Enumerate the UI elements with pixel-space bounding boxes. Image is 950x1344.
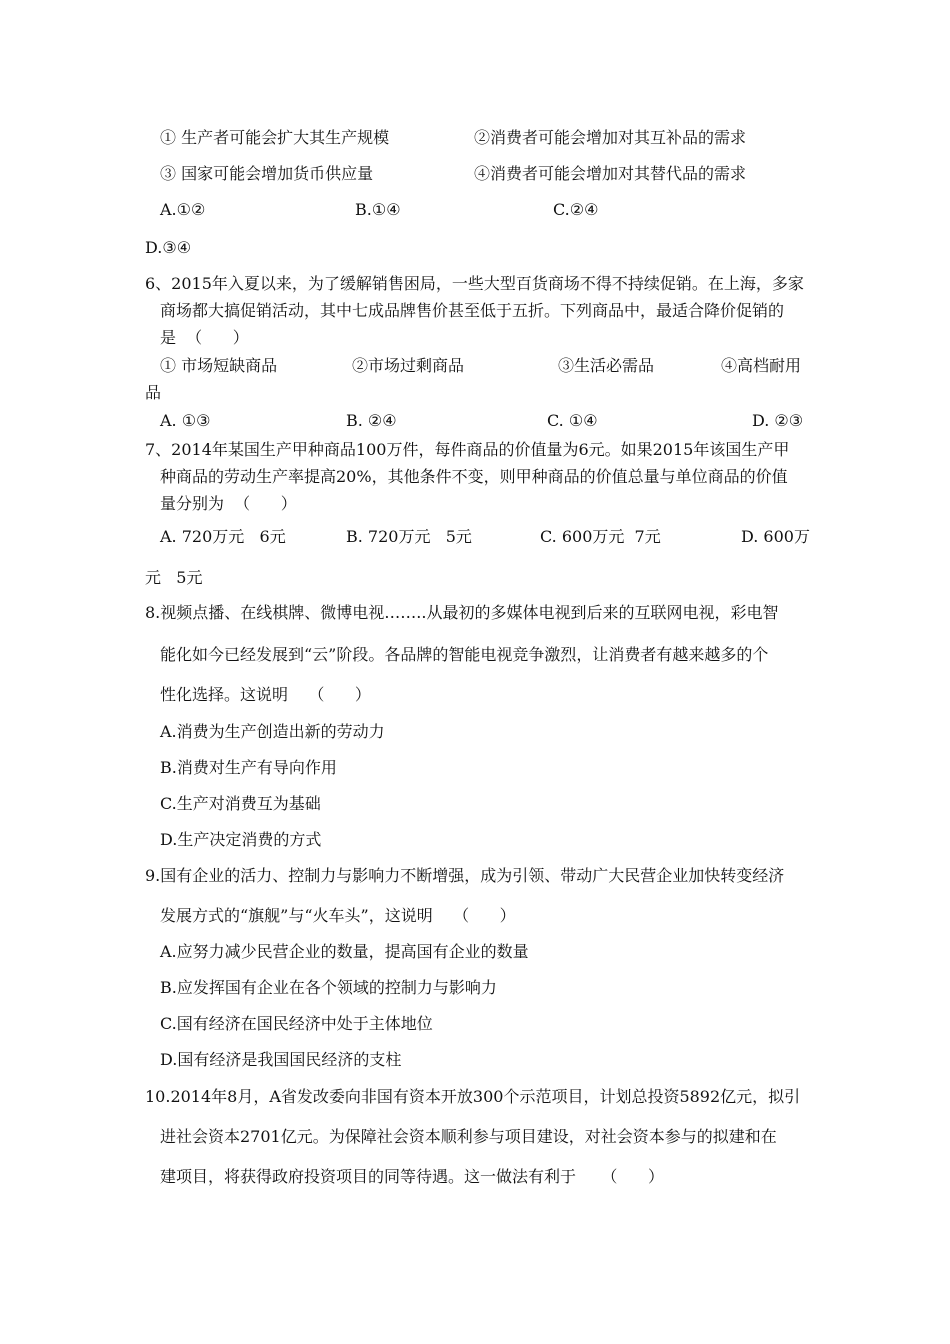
q6-option-2: ②市场过剩商品 — [352, 356, 465, 375]
q7-choice-c: C. 600万元 7元 — [540, 527, 661, 546]
q5-option-4: ④消费者可能会增加对其替代品的需求 — [474, 164, 747, 183]
q7-choice-d-wrap: 元 5元 — [145, 568, 203, 587]
q5-option-3: ③ 国家可能会增加货币供应量 — [160, 164, 374, 183]
q6-choice-a: A. ①③ — [160, 411, 211, 430]
q10-stem-line-2: 进社会资本2701亿元。为保障社会资本顺利参与项目建设，对社会资本参与的拟建和在 — [160, 1127, 777, 1146]
q8-stem-line-3: 性化选择。这说明 （ ） — [160, 685, 371, 704]
q9-choice-a: A.应努力减少民营企业的数量，提高国有企业的数量 — [160, 942, 529, 961]
q8-choice-c: C.生产对消费互为基础 — [160, 794, 321, 813]
q7-choice-b: B. 720万元 5元 — [346, 527, 472, 546]
q9-choice-b: B.应发挥国有企业在各个领域的控制力与影响力 — [160, 978, 497, 997]
q7-choice-a: A. 720万元 6元 — [160, 527, 286, 546]
q6-stem-line-1: 6、2015年入夏以来，为了缓解销售困局，一些大型百货商场不得不持续促销。在上海，多家 — [145, 274, 804, 293]
q6-choice-b: B. ②④ — [346, 411, 397, 430]
q9-choice-d: D.国有经济是我国国民经济的支柱 — [160, 1050, 402, 1069]
q8-stem-line-2: 能化如今已经发展到“云”阶段。各品牌的智能电视竞争激烈，让消费者有越来越多的个 — [160, 645, 769, 664]
q9-stem-line-1: 9.国有企业的活力、控制力与影响力不断增强，成为引领、带动广大民营企业加快转变经济 — [145, 866, 785, 885]
q6-choice-d: D. ②③ — [752, 411, 804, 430]
q9-choice-c: C.国有经济在国民经济中处于主体地位 — [160, 1014, 433, 1033]
q8-choice-a: A.消费为生产创造出新的劳动力 — [160, 722, 385, 741]
q8-choice-b: B.消费对生产有导向作用 — [160, 758, 337, 777]
q8-choice-d: D.生产决定消费的方式 — [160, 830, 322, 849]
q7-choice-d: D. 600万 — [741, 527, 810, 546]
q5-choice-c: C.②④ — [553, 200, 599, 219]
q5-choice-a: A.①② — [160, 200, 206, 219]
q6-option-1: ① 市场短缺商品 — [160, 356, 278, 375]
q6-option-3: ③生活必需品 — [558, 356, 655, 375]
q10-stem-line-3: 建项目，将获得政府投资项目的同等待遇。这一做法有利于 （ ） — [160, 1167, 664, 1186]
q5-choice-d: D.③④ — [145, 238, 192, 257]
q10-stem-line-1: 10.2014年8月，A省发改委向非国有资本开放300个示范项目，计划总投资5892亿元，拟引 — [145, 1087, 801, 1106]
q6-option-4-wrap: 品 — [145, 383, 162, 402]
q7-stem-line-3: 量分别为 （ ） — [160, 494, 297, 513]
q9-stem-line-2: 发展方式的“旗舰”与“火车头”，这说明 （ ） — [160, 906, 516, 925]
q6-option-4: ④高档耐用 — [721, 356, 802, 375]
q6-choice-c: C. ①④ — [547, 411, 598, 430]
q6-stem-line-3: 是 （ ） — [160, 328, 249, 347]
q7-stem-line-1: 7、2014年某国生产甲种商品100万件，每件商品的价值量为6元。如果2015年该国生产甲 — [145, 440, 790, 459]
q5-option-2: ②消费者可能会增加对其互补品的需求 — [474, 128, 747, 147]
q7-stem-line-2: 种商品的劳动生产率提高20%，其他条件不变，则甲种商品的价值总量与单位商品的价值 — [160, 467, 788, 486]
q5-choice-b: B.①④ — [355, 200, 401, 219]
q5-option-1: ① 生产者可能会扩大其生产规模 — [160, 128, 390, 147]
q6-stem-line-2: 商场都大搞促销活动，其中七成品牌售价甚至低于五折。下列商品中，最适合降价促销的 — [160, 301, 785, 320]
q8-stem-line-1: 8.视频点播、在线棋牌、微博电视……..从最初的多媒体电视到后来的互联网电视，彩电智 — [145, 603, 779, 622]
